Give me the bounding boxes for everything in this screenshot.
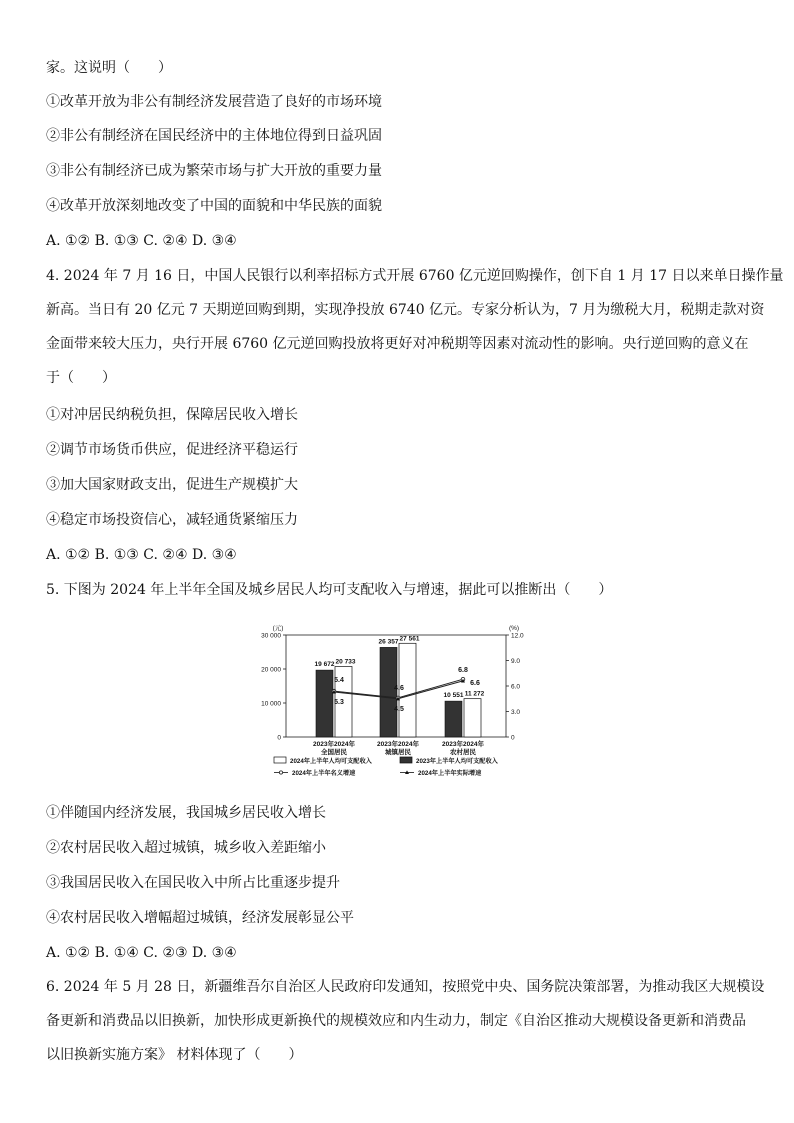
bar-2024-value: 20 733 [335,658,356,666]
q4-item-4: ④稳定市场投资信心，减轻通货紧缩压力 [46,512,298,528]
legend-label-nominal: 2024年上半年名义增速 [292,770,356,777]
legend-label-2023: 2023年上半年人均可支配收入 [416,758,498,765]
legend-label-real: 2024年上半年实际增速 [418,770,482,777]
bar-2023-value: 19 672 [314,661,335,669]
q3-tail: 家。这说明（ ） [46,60,172,76]
group-name: 城镇居民 [385,749,411,756]
bar-2023 [445,701,462,737]
q5-stem: 5. 下图为 2024 年上半年全国及城乡居民人均可支配收入与增速，据此可以推断出（ ） [46,582,613,598]
legend-swatch-2023 [400,757,412,763]
group-name: 全国居民 [321,749,347,756]
right-tick-label: 12.0 [511,632,524,640]
chart-legend [274,757,499,777]
left-tick-label: 0 [277,734,281,742]
q3-item-1: ①改革开放为非公有制经济发展营造了良好的市场环境 [46,94,382,110]
q6-stem-line-3: 以旧换新实施方案》 材料体现了（ ） [46,1047,303,1063]
legend-swatch-2024 [274,757,286,763]
income-chart [250,620,540,785]
bar-2023 [380,647,397,737]
right-tick-label: 0 [511,734,515,742]
left-tick-label: 30 000 [261,632,281,640]
q4-item-2: ②调节市场货币供应，促进经济平稳运行 [46,442,298,458]
year-labels: 2023年2024年 [442,741,484,748]
bar-2023-value: 10 551 [443,692,464,700]
q4-options: A. ①② B. ①③ C. ②④ D. ③④ [46,547,237,563]
q6-stem [46,970,765,1072]
left-tick-label: 10 000 [261,700,281,708]
nominal-growth-label: 4.6 [394,684,404,692]
q4-item-3: ③加大国家财政支出，促进生产规模扩大 [46,477,298,493]
q3-options: A. ①② B. ①③ C. ②④ D. ③④ [46,233,237,249]
q6-stem-line-2: 备更新和消费品以旧换新，加快形成更新换代的规模效应和内生动力，制定《自治区推动大规模设备更新和消费品 [46,1013,746,1029]
bar-2024 [464,699,481,737]
year-labels: 2023年2024年 [313,741,355,748]
bar-2023-value: 26 357 [378,638,399,646]
year-labels: 2023年2024年 [377,741,419,748]
right-axis-unit: (%) [508,625,520,632]
legend-label-2024: 2024年上半年人均可支配收入 [290,758,372,765]
left-tick-label: 20 000 [261,666,281,674]
right-tick-label: 9.0 [511,658,521,665]
q3-item-4: ④改革开放深刻地改变了中国的面貌和中华民族的面貌 [46,198,382,214]
q5-item-4: ④农村居民收入增幅超过城镇，经济发展彰显公平 [46,910,354,926]
q4-stem-line-3: 金面带来较大压力，央行开展 6760 亿元逆回购投放将更好对冲税期等因素对流动性的影响。央行逆回购的意义在 [46,336,749,352]
q4-stem-line-4: 于（ ） [46,370,116,386]
q5-item-1: ①伴随国内经济发展，我国城乡居民收入增长 [46,805,326,821]
q5-item-2: ②农村居民收入超过城镇，城乡收入差距缩小 [46,840,326,856]
real-growth-label: 6.6 [470,679,480,687]
bar-2024-value: 27 561 [399,635,420,643]
q6-stem-line-1: 6. 2024 年 5 月 28 日，新疆维吾尔自治区人民政府印发通知，按照党中央、国务院决策部署，为推动我区大规模设 [46,979,765,995]
legend-marker-nominal [279,771,282,774]
group-name: 农村居民 [450,749,476,756]
q4-stem-line-2: 新高。当日有 20 亿元 7 天期逆回购到期，实现净投放 6740 亿元。专家分析认为，7 月为缴税大月，税期走款对资 [46,302,765,318]
nominal-growth-label: 6.8 [458,667,468,675]
nominal-growth-label: 5.4 [334,677,344,685]
bar-2023 [316,670,333,737]
q4-stem [46,259,784,395]
bar-2024-value: 11 272 [464,690,485,698]
real-growth-label: 4.5 [394,705,404,713]
q3-item-2: ②非公有制经济在国民经济中的主体地位得到日益巩固 [46,128,382,144]
left-axis-unit: (元) [272,625,284,632]
q5-item-3: ③我国居民收入在国民收入中所占比重逐步提升 [46,875,340,891]
right-tick-label: 6.0 [511,683,521,691]
right-tick-label: 3.0 [511,709,521,716]
q4-stem-line-1: 4. 2024 年 7 月 16 日，中国人民银行以利率招标方式开展 6760 亿元逆回购操作，创下自 1 月 17 日以来单日操作量 [46,268,784,284]
q5-options: A. ①② B. ①④ C. ②③ D. ③④ [46,945,237,961]
q3-item-3: ③非公有制经济已成为繁荣市场与扩大开放的重要力量 [46,163,382,179]
q4-item-1: ①对冲居民纳税负担，保障居民收入增长 [46,407,298,423]
real-growth-label: 5.3 [334,698,344,706]
